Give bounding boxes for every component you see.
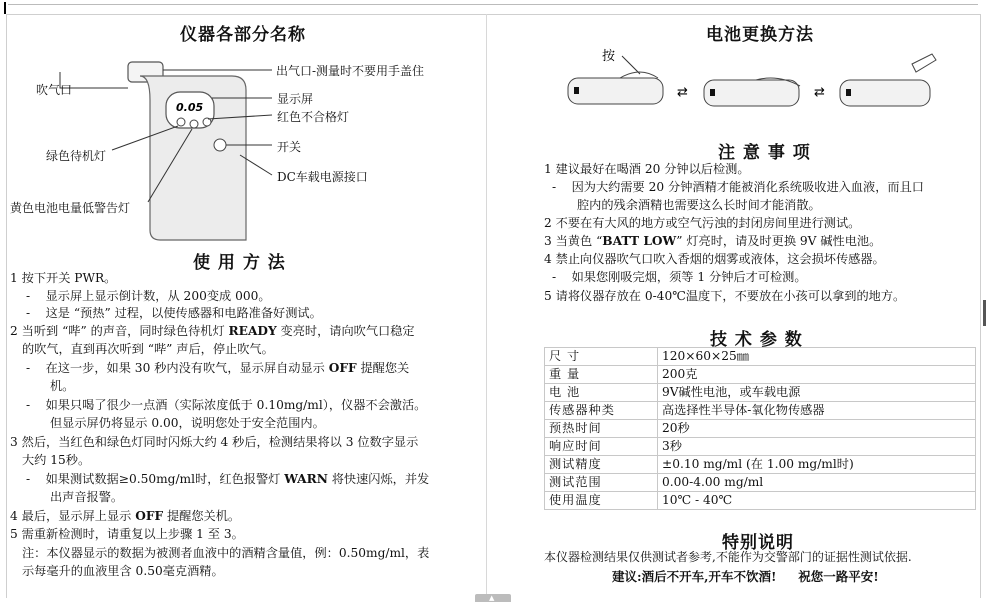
vertical-scrollbar-thumb[interactable] bbox=[983, 300, 986, 326]
note-line: 2 不要在有大风的地方或空气污浊的封闭房间里进行测试。 bbox=[544, 216, 861, 230]
usage-line: 4 最后，显示屏上显示 OFF 提醒您关机。 bbox=[10, 509, 241, 523]
specs-title: 技 术 参 数 bbox=[710, 330, 803, 350]
arrow-up-icon: ▲ bbox=[489, 594, 495, 602]
text-cursor bbox=[4, 2, 6, 14]
note-line: 4 禁止向仪器吹气口吹入香烟的烟雾或液体，这会损坏传感器。 bbox=[544, 252, 885, 266]
label-switch: 开关 bbox=[277, 140, 302, 154]
usage-line: 大约 15秒。 bbox=[22, 453, 91, 467]
device-view-1 bbox=[568, 78, 663, 104]
usage-line: 机。 bbox=[50, 379, 75, 393]
usage-title: 使 用 方 法 bbox=[193, 253, 286, 273]
usage-bullet: - 在这一步，如果 30 秒内没有吹气，显示屏自动显示 OFF 提醒您关 bbox=[26, 361, 410, 375]
yellow-led-icon bbox=[190, 120, 198, 128]
usage-line: 1 按下开关 PWR。 bbox=[10, 271, 117, 285]
table-row: 预热时间 20秒 bbox=[545, 420, 976, 438]
column-divider bbox=[486, 14, 487, 597]
table-row: 测试范围 0.00-4.00 mg/ml bbox=[545, 474, 976, 492]
usage-line: 3 然后，当红色和绿色灯同时闪烁大约 4 秒后，检测结果将以 3 位数字显示 bbox=[10, 435, 419, 449]
green-led-icon bbox=[177, 118, 185, 126]
device-view-3 bbox=[840, 80, 930, 106]
swap-arrow-icon: ⇄ bbox=[677, 85, 688, 100]
usage-line: 5 需重新检测时，请重复以上步骤 1 至 3。 bbox=[10, 527, 244, 541]
usage-line: 但显示屏仍将显示 0.00，说明您处于安全范围内。 bbox=[50, 416, 325, 430]
note-line: 3 当黄色 “BATT LOW” 灯亮时，请及时更换 9V 碱性电池。 bbox=[544, 234, 882, 248]
slogan: 建议:酒后不开车,开车不饮酒! 祝您一路平安! bbox=[612, 569, 879, 584]
label-yellow-led: 黄色电池电量低警告灯 bbox=[10, 201, 131, 215]
table-row: 尺 寸 120×60×25㎜ bbox=[545, 348, 976, 366]
note-line: 腔内的残余酒精也需要这么长时间才能消散。 bbox=[577, 198, 821, 212]
parts-title: 仪器各部分名称 bbox=[180, 25, 306, 45]
press-label: 按 bbox=[602, 49, 616, 64]
usage-line: 的吹气，直到再次听到 “哔” 声后，停止吹气。 bbox=[22, 342, 274, 356]
usage-note: 示每毫升的血液里含 0.50毫克酒精。 bbox=[22, 564, 224, 578]
swap-arrow-icon: ⇄ bbox=[814, 85, 825, 100]
usage-line: 2 当听到 “哔” 的声音，同时绿色待机灯 READY 变亮时，请向吹气口稳定 bbox=[10, 324, 415, 338]
table-row: 测试精度 ±0.10 mg/ml (在 1.00 mg/ml时) bbox=[545, 456, 976, 474]
label-outlet: 出气口-测量时不要用手盖住 bbox=[276, 64, 425, 78]
display-reading: 0.05 bbox=[176, 101, 204, 114]
led-mark bbox=[574, 87, 579, 94]
usage-bullet: - 显示屏上显示倒计数，从 200变成 000。 bbox=[26, 289, 271, 303]
label-display: 显示屏 bbox=[277, 92, 314, 106]
note-line: 5 请将仪器存放在 0-40℃温度下，不要放在小孩可以拿到的地方。 bbox=[544, 289, 906, 303]
table-row: 传感器种类 高选择性半导体-氧化物传感器 bbox=[545, 402, 976, 420]
label-inlet: 吹气口 bbox=[36, 83, 73, 97]
table-row: 电 池 9V碱性电池，或车载电源 bbox=[545, 384, 976, 402]
power-switch-icon bbox=[214, 139, 226, 151]
removed-cover bbox=[912, 54, 936, 72]
usage-bullet: - 如果测试数据≥0.50mg/ml时，红色报警灯 WARN 将快速闪烁，并发 bbox=[26, 472, 430, 486]
usage-bullet: - 这是 “预热” 过程，以使传感器和电路准备好测试。 bbox=[26, 306, 322, 320]
label-dc: DC车载电源接口 bbox=[277, 170, 368, 184]
special-text: 本仪器检测结果仅供测试者参考,不能作为交警部门的证据性测试依据. bbox=[544, 550, 912, 564]
led-mark bbox=[846, 89, 851, 96]
usage-note: 注：本仪器显示的数据为被测者血液中的酒精含量值，例：0.50mg/ml，表 bbox=[22, 546, 430, 560]
specs-table bbox=[544, 347, 976, 510]
usage-line: 出声音报警。 bbox=[50, 490, 124, 504]
battery-title: 电池更换方法 bbox=[706, 25, 814, 45]
label-red-led: 红色不合格灯 bbox=[277, 110, 350, 124]
press-arrow bbox=[622, 56, 640, 74]
battery-diagram bbox=[560, 44, 940, 120]
notes-title: 注 意 事 项 bbox=[718, 143, 811, 163]
note-bullet: - 因为大约需要 20 分钟酒精才能被消化系统吸收进入血液，而且口 bbox=[552, 180, 924, 194]
table-row: 使用温度 10℃ - 40℃ bbox=[545, 492, 976, 510]
usage-bullet: - 如果只喝了很少一点酒（实际浓度低于 0.10mg/ml），仪器不会激活。 bbox=[26, 398, 427, 412]
top-ruler bbox=[0, 0, 987, 14]
page-nav-tab[interactable] bbox=[475, 594, 511, 602]
special-title: 特别说明 bbox=[722, 533, 794, 553]
table-row: 响应时间 3秒 bbox=[545, 438, 976, 456]
ruler-line bbox=[8, 4, 978, 5]
note-line: 1 建议最好在喝酒 20 分钟以后检测。 bbox=[544, 162, 750, 176]
table-row: 重 量 200克 bbox=[545, 366, 976, 384]
note-bullet: - 如果您刚吸完烟，须等 1 分钟后才可检测。 bbox=[552, 270, 807, 284]
device-view-2 bbox=[704, 80, 799, 106]
led-mark bbox=[710, 89, 715, 96]
label-green-led: 绿色待机灯 bbox=[46, 149, 107, 163]
